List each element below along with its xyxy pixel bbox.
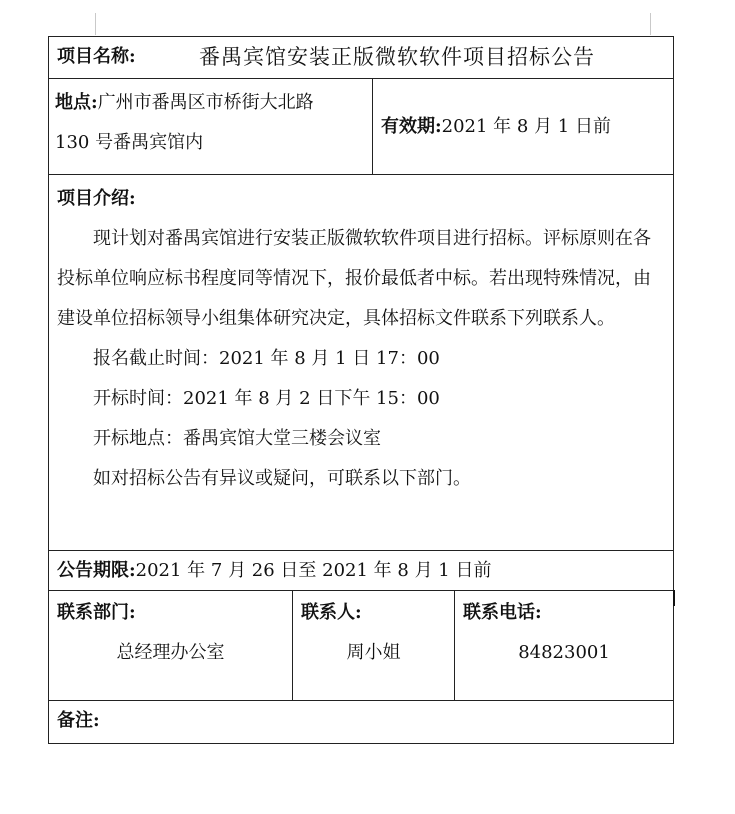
- period-value: 2021 年 7 月 26 日至 2021 年 8 月 1 日前: [135, 560, 492, 581]
- contact-dept-label: 联系部门:: [57, 602, 136, 623]
- announcement-table: [48, 36, 674, 744]
- contact-phone-value: 84823001: [518, 642, 610, 663]
- location-cell: [49, 79, 373, 174]
- intro-item-deadline: 报名截止时间：2021 年 8 月 1 日 17：00: [93, 348, 440, 369]
- table-edge-tick: [673, 590, 675, 606]
- intro-label: 项目介绍:: [57, 188, 136, 209]
- validity-value: 2021 年 8 月 1 日前: [441, 115, 611, 137]
- project-name-value: 番禺宾馆安装正版微软软件项目招标公告: [199, 45, 595, 69]
- project-name-row: [49, 37, 673, 79]
- intro-item-inquiry: 如对招标公告有异议或疑问，可联系以下部门。: [93, 468, 471, 489]
- remarks-label: 备注:: [57, 710, 100, 731]
- contact-person-label: 联系人:: [301, 602, 362, 623]
- location-validity-row: [49, 79, 673, 175]
- period-label: 公告期限:: [57, 560, 136, 581]
- validity-cell: [373, 79, 673, 174]
- remarks-row: [49, 701, 673, 743]
- project-name-label: 项目名称:: [57, 46, 136, 67]
- contact-dept-value: 总经理办公室: [116, 642, 225, 663]
- crop-mark-right: [650, 13, 651, 35]
- location-line1: 广州市番禺区市桥街大北路: [97, 92, 314, 113]
- validity-label: 有效期:: [381, 115, 442, 137]
- contact-person-value: 周小姐: [346, 642, 401, 663]
- location-line2: 130 号番禺宾馆内: [55, 132, 204, 153]
- period-row: [49, 551, 673, 591]
- contact-phone-label: 联系电话:: [463, 602, 542, 623]
- intro-row: [49, 175, 673, 551]
- intro-item-opening-time: 开标时间：2021 年 8 月 2 日下午 15：00: [93, 388, 440, 409]
- contact-phone-cell: [455, 591, 673, 700]
- intro-paragraph: 现计划对番禺宾馆进行安装正版微软软件项目进行招标。评标原则在各投标单位响应标书程度同等情况下，报价最低者中标。若出现特殊情况，由建设单位招标领导小组集体研究决定，具体招标文件联系下列联系人。: [57, 228, 651, 329]
- crop-mark-left: [95, 13, 96, 35]
- contact-person-cell: [293, 591, 455, 700]
- location-label: 地点:: [55, 92, 98, 113]
- contact-row: [49, 591, 673, 701]
- intro-item-opening-place: 开标地点：番禺宾馆大堂三楼会议室: [93, 428, 381, 449]
- contact-dept-cell: [49, 591, 293, 700]
